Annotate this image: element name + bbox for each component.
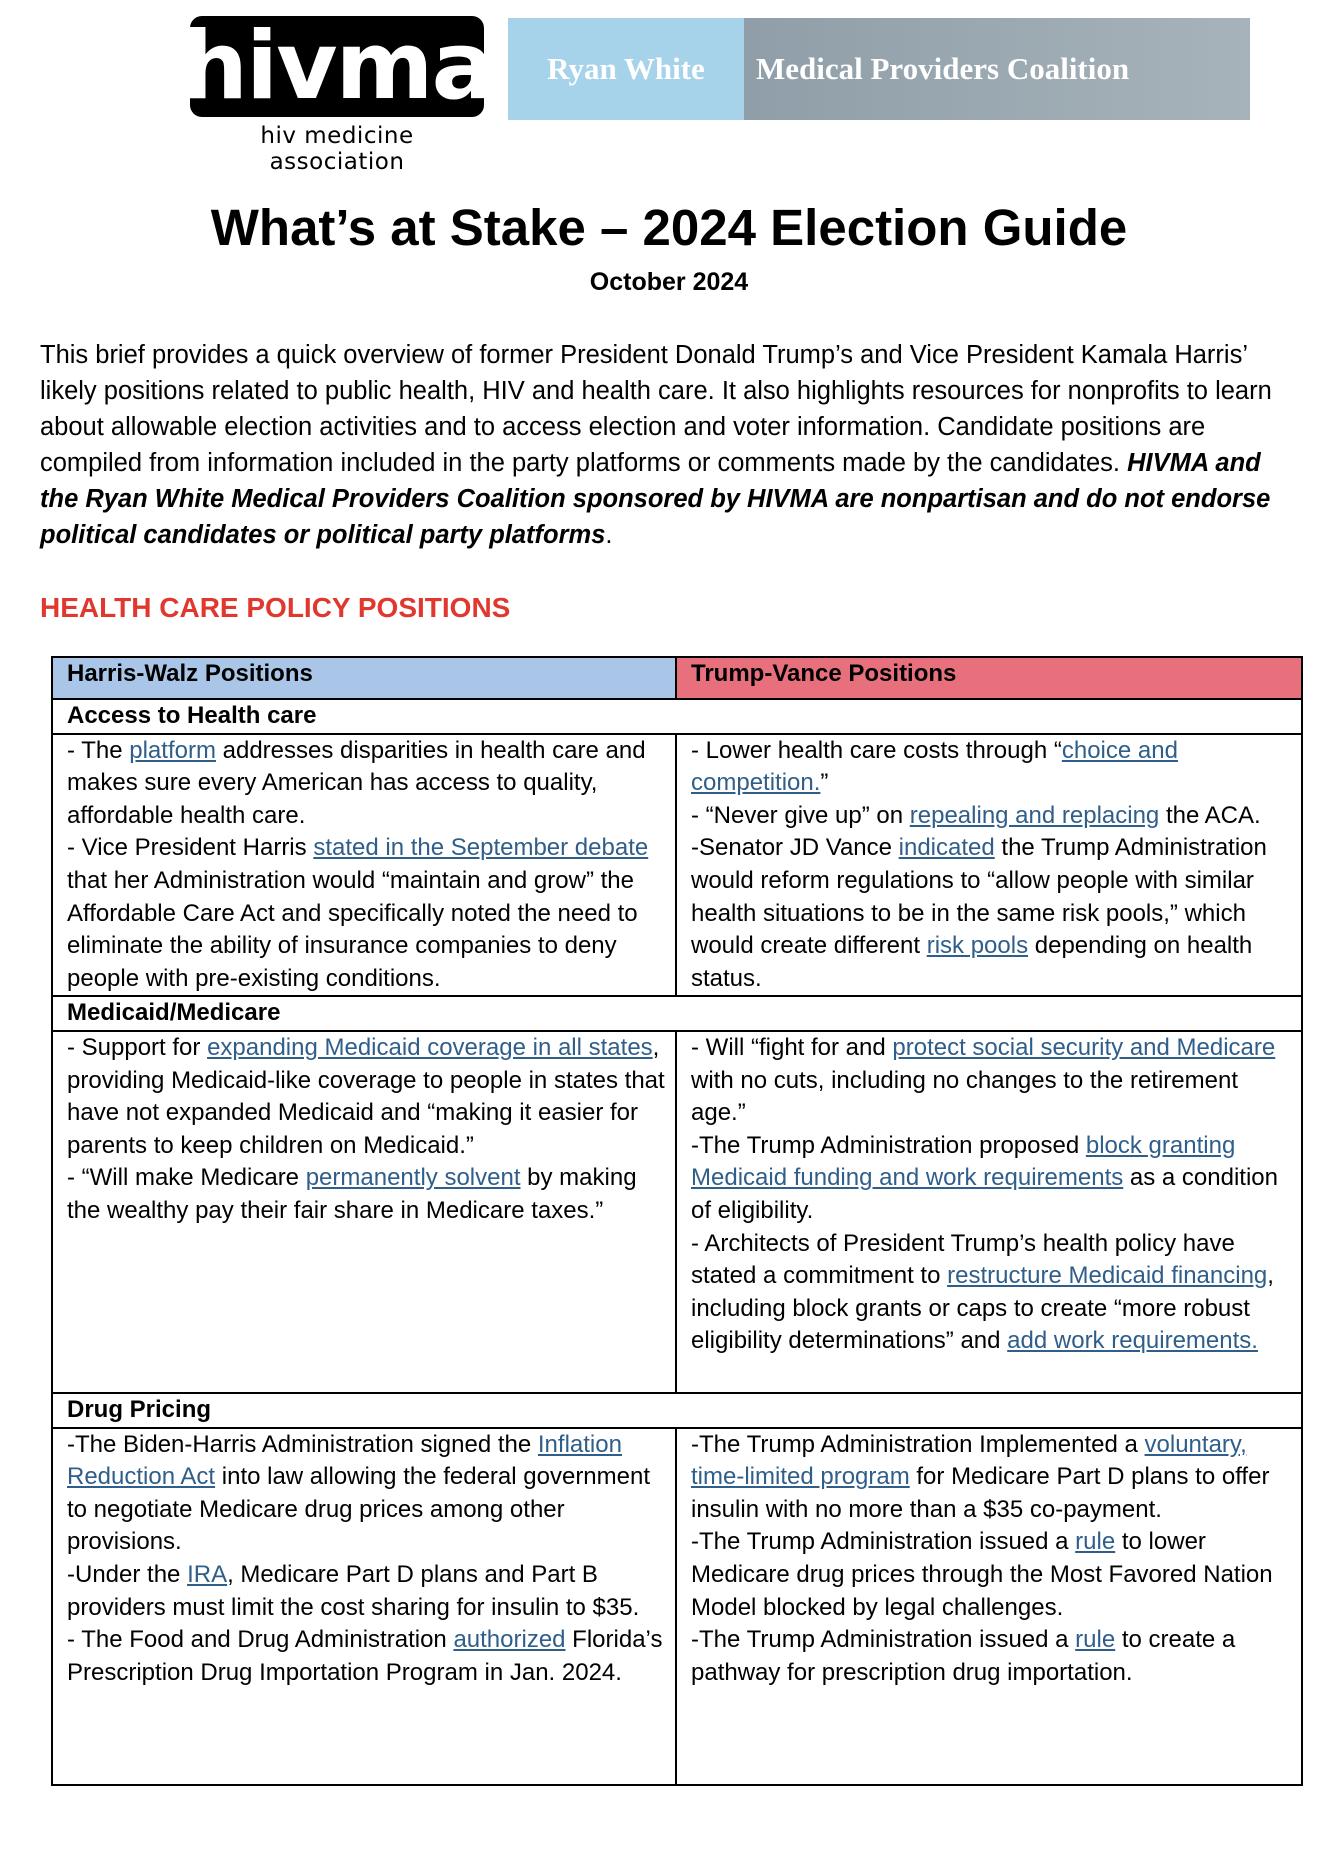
risk-pools-link[interactable]: risk pools xyxy=(926,932,1029,960)
category-medicaid: Medicaid/Medicare xyxy=(52,996,1302,1031)
cell-text: - Lower health care costs through “ xyxy=(691,736,1062,764)
cell-text: as a condition of eligibility. xyxy=(691,1164,1279,1224)
cell-text: with no cuts, including no changes to the retirement age.” xyxy=(691,1066,1238,1127)
cell-text: - Support for xyxy=(67,1033,208,1061)
september-debate-link[interactable]: stated in the September debate xyxy=(313,834,649,862)
intro-end: . xyxy=(605,521,613,549)
cell-text: depending on health status. xyxy=(691,932,1253,992)
cell-text: -The Trump Administration issued a xyxy=(691,1528,1076,1556)
cell-text: addresses disparities in health care and makes sure every American has access to quality, affordable health care. xyxy=(67,736,646,829)
page-date: October 2024 xyxy=(589,268,749,296)
section-heading: HEALTH CARE POLICY POSITIONS xyxy=(40,592,511,623)
repealing-replacing-link[interactable]: repealing and replacing xyxy=(909,801,1160,829)
trump-access-cell xyxy=(676,734,1302,997)
voluntary-program-link[interactable]: voluntary, time-limited program xyxy=(691,1430,1247,1491)
restructure-medicaid-link[interactable]: restructure Medicaid financing xyxy=(947,1262,1268,1290)
harris-column-header: Harris-Walz Positions xyxy=(52,657,676,699)
category-access: Access to Health care xyxy=(52,699,1302,734)
banner-right-text: Medical Providers Coalition xyxy=(744,18,1250,120)
cell-text: -The Biden-Harris Administration signed the xyxy=(67,1430,538,1458)
cell-text: -The Trump Administration Implemented a xyxy=(691,1430,1145,1458)
cell-text: - “Never give up” on xyxy=(691,801,910,829)
table-row xyxy=(52,734,1302,997)
positions-table xyxy=(51,656,1303,1786)
cell-text: - Vice President Harris xyxy=(67,834,314,862)
table-row xyxy=(52,1428,1302,1785)
list-item xyxy=(67,1624,665,1689)
list-item xyxy=(691,1624,1291,1689)
platform-link[interactable]: platform xyxy=(129,736,216,764)
cell-text: to lower Medicare drug prices through the Most Favored Nation Model blocked by legal challenges. xyxy=(691,1528,1273,1621)
cell-text: , including block grants or caps to create “more robust eligibility determinations” and xyxy=(691,1262,1274,1355)
trump-drug-cell xyxy=(676,1428,1302,1785)
cell-text: the Trump Administration would reform regulations to “allow people with similar health situations to be in the same risk pools,” which would create different xyxy=(691,834,1267,960)
cell-text: - The Food and Drug Administration xyxy=(67,1626,454,1654)
trump-medicaid-cell xyxy=(676,1031,1302,1393)
list-item xyxy=(691,832,1291,995)
intro-paragraph xyxy=(40,337,1302,553)
hivma-logo-mark: hivma xyxy=(181,11,493,121)
cell-text: the ACA. xyxy=(1159,801,1261,829)
harris-access-cell xyxy=(52,734,676,997)
cell-text: to create a pathway for prescription drug importation. xyxy=(691,1626,1236,1686)
list-item xyxy=(67,1032,665,1162)
add-work-requirements-link[interactable]: add work requirements. xyxy=(1007,1327,1258,1355)
list-item xyxy=(67,1162,665,1227)
page-title: What’s at Stake – 2024 Election Guide xyxy=(210,199,1128,256)
cell-text: - “Will make Medicare xyxy=(67,1164,306,1192)
expanding-medicaid-link[interactable]: expanding Medicaid coverage in all states xyxy=(207,1033,653,1061)
inflation-reduction-act-link[interactable]: Inflation Reduction Act xyxy=(67,1430,622,1491)
harris-drug-cell xyxy=(52,1428,676,1785)
ira-link[interactable]: IRA xyxy=(187,1560,228,1588)
category-row xyxy=(52,1393,1302,1428)
cell-text: by making the wealthy pay their fair share in Medicare taxes.” xyxy=(67,1164,637,1224)
ryan-white-banner xyxy=(508,18,1250,120)
indicated-link[interactable]: indicated xyxy=(898,834,995,862)
banner-left-text: Ryan White xyxy=(508,18,744,120)
hivma-logo-subtitle: hiv medicine association xyxy=(260,123,414,175)
trump-column-header: Trump-Vance Positions xyxy=(676,657,1302,699)
cell-text: -The Trump Administration issued a xyxy=(691,1626,1076,1654)
list-item xyxy=(67,735,665,833)
intro-disclaimer: HIVMA and the Ryan White Medical Providers Coalition sponsored by HIVMA are nonpartisan and do not endorse political candidates or political party platforms xyxy=(40,449,1271,549)
block-granting-link[interactable]: block granting Medicaid funding and work requirements xyxy=(691,1131,1236,1192)
cell-text: that her Administration would “maintain and grow” the Affordable Care Act and specifically noted the need to eliminate the ability of insurance companies to deny people with pre-existing conditions. xyxy=(67,866,638,992)
list-item xyxy=(691,1429,1291,1527)
harris-medicaid-cell xyxy=(52,1031,676,1393)
list-item xyxy=(67,1559,665,1624)
list-item xyxy=(691,1130,1291,1228)
list-item xyxy=(691,735,1291,800)
cell-text: -Senator JD Vance xyxy=(691,834,899,862)
cell-text: - Architects of President Trump’s health policy have stated a commitment to xyxy=(691,1229,1235,1290)
cell-text: , Medicare Part D plans and Part B providers must limit the cost sharing for insulin to $35. xyxy=(67,1560,640,1621)
list-item xyxy=(691,1032,1291,1130)
rule-link[interactable]: rule xyxy=(1075,1528,1116,1556)
cell-text: into law allowing the federal government to negotiate Medicare drug prices among other provisions. xyxy=(67,1463,651,1556)
list-item xyxy=(67,832,665,995)
list-item xyxy=(691,1228,1291,1358)
permanently-solvent-link[interactable]: permanently solvent xyxy=(305,1164,521,1192)
cell-text: , providing Medicaid-like coverage to people in states that have not expanded Medicaid and “making it easier for parents to keep children on Medicaid.” xyxy=(67,1033,665,1159)
cell-text: ” xyxy=(820,769,829,797)
protect-social-security-link[interactable]: protect social security and Medicare xyxy=(892,1033,1276,1061)
choice-competition-link[interactable]: choice and competition. xyxy=(691,736,1178,797)
cell-text: -Under the xyxy=(67,1560,188,1588)
authorized-link[interactable]: authorized xyxy=(453,1626,566,1654)
intro-text: This brief provides a quick overview of former President Donald Trump’s and Vice President Kamala Harris’ likely positions related to public health, HIV and health care. It also highlights resources for nonprofits to learn about allowable election activities and to access election and voter information. Candidate positions are compiled from information included in the party platforms or comments made by the candidates. xyxy=(40,341,1272,477)
hivma-logo xyxy=(181,11,493,175)
cell-text: for Medicare Part D plans to offer insulin with no more than a $35 co-payment. xyxy=(691,1463,1270,1523)
table-header-row xyxy=(52,657,1302,699)
list-item xyxy=(691,1526,1291,1624)
rule-link[interactable]: rule xyxy=(1075,1626,1116,1654)
cell-text: Florida’s Prescription Drug Importation Program in Jan. 2024. xyxy=(67,1626,663,1686)
category-row xyxy=(52,996,1302,1031)
cell-text: - Will “fight for and xyxy=(691,1033,893,1061)
table-row xyxy=(52,1031,1302,1393)
list-item xyxy=(691,800,1291,833)
list-item xyxy=(67,1429,665,1559)
cell-text: - The xyxy=(67,736,130,764)
cell-text: -The Trump Administration proposed xyxy=(691,1131,1086,1159)
category-drug-pricing: Drug Pricing xyxy=(52,1393,1302,1428)
category-row xyxy=(52,699,1302,734)
